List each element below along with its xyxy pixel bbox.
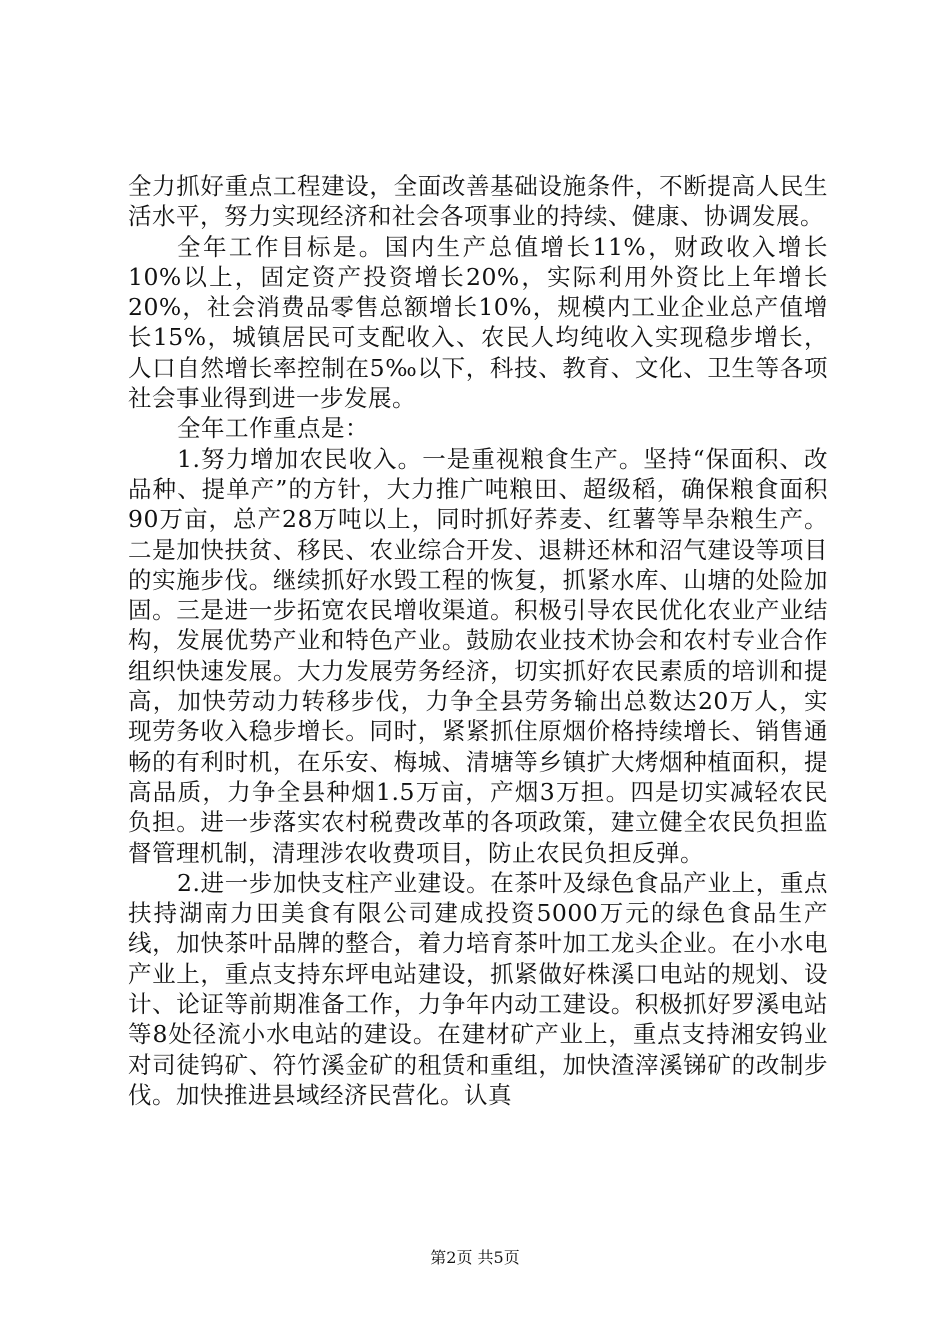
document-body bbox=[128, 171, 828, 1110]
page-footer: 第2页 共5页 bbox=[430, 1248, 520, 1267]
paragraph-continuation: 全力抓好重点工程建设，全面改善基础设施条件，不断提高人民生活水平，努力实现经济和社会各项事业的持续、健康、协调发展。 bbox=[128, 172, 828, 231]
paragraph-annual-targets: 全年工作目标是。国内生产总值增长11%，财政收入增长10%以上，固定资产投资增长20%，实际利用外资比上年增长20%，社会消费品零售总额增长10%，规模内工业企业总产值增长15%，城镇居民可支配收入、农民人均纯收入实现稳步增长，人口自然增长率控制在5‰以下，科技、教育、文化、卫生等各项社会事业得到进一步发展。 bbox=[128, 232, 828, 413]
paragraph-item-1-farmer-income: 1.努力增加农民收入。一是重视粮食生产。坚持“保面积、改品种、提单产”的方针，大力推广吨粮田、超级稻，确保粮食面积90万亩，总产28万吨以上，同时抓好荞麦、红薯等旱杂粮生产。二是加快扶贫、移民、农业综合开发、退耕还林和沼气建设等项目的实施步伐。继续抓好水毁工程的恢复，抓紧水库、山塘的处险加固。三是进一步拓宽农民增收渠道。积极引导农民优化农业产业结构，发展优势产业和特色产业。鼓励农业技术协会和农村专业合作组织快速发展。大力发展劳务经济，切实抓好农民素质的培训和提高，加快劳动力转移步伐，力争全县劳务输出总数达20万人，实现劳务收入稳步增长。同时，紧紧抓住原烟价格持续增长、销售通畅的有利时机，在乐安、梅城、清塘等乡镇扩大烤烟种植面积，提高品质，力争全县种烟1.5万亩，产烟3万担。四是切实减轻农民负担。进一步落实农村税费改革的各项政策，建立健全农民负担监督管理机制，清理涉农收费项目，防止农民负担反弹。 bbox=[128, 444, 828, 867]
paragraph-item-2-pillar-industries: 2.进一步加快支柱产业建设。在茶叶及绿色食品产业上，重点扶持湖南力田美食有限公司建成投资5000万元的绿色食品生产线，加快茶叶品牌的整合，着力培育茶叶加工龙头企业。在小水电产业上，重点支持东坪电站建设，抓紧做好株溪口电站的规划、设计、论证等前期准备工作，力争年内动工建设。积极抓好罗溪电站等8处径流小水电站的建设。在建材矿产业上，重点支持湘安钨业对司徒钨矿、符竹溪金矿的租赁和重组，加快渣滓溪锑矿的改制步伐。加快推进县域经济民营化。认真 bbox=[128, 868, 828, 1109]
paragraph-key-tasks-heading: 全年工作重点是： bbox=[177, 414, 369, 443]
